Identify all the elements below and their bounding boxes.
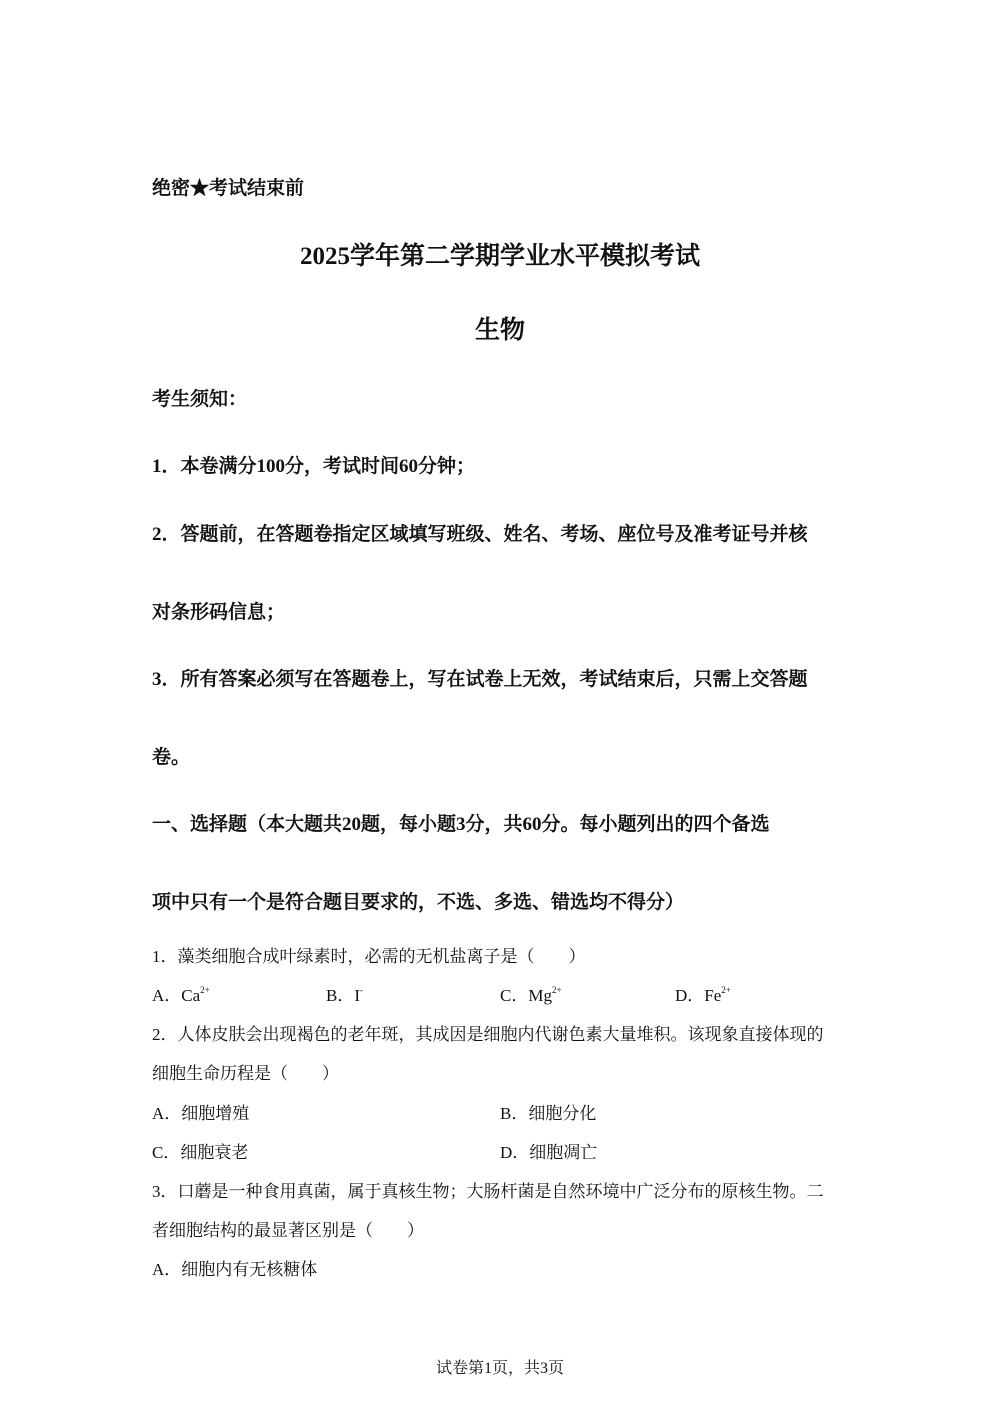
notice-item-3-line-2: 卷。 [152,747,191,768]
question-2-option-a: A．细胞增殖 [152,1104,250,1123]
option-c-label: C． [500,986,529,1005]
question-2-stem-line-2: 细胞生命历程是（ ） [152,1064,339,1083]
option-a-ion: Ca [181,986,201,1005]
section-heading-line-1: 一、选择题（本大题共20题，每小题3分，共60分。每小题列出的四个备选 [152,814,770,835]
question-1-option-a [152,981,210,1006]
option-c-ion: Mg [528,986,552,1005]
question-1-option-d [675,981,731,1006]
question-3-stem-line-1: 3．口蘑是一种食用真菌，属于真核生物；大肠杆菌是自然环境中广泛分布的原核生物。二 [152,1182,824,1201]
option-b-charge: - [360,985,364,995]
option-a-label: A． [152,986,182,1005]
option-b-ion: I [354,986,361,1005]
question-1-option-c [500,981,562,1006]
question-3-option-a: A．细胞内有无核糖体 [152,1260,318,1279]
section-heading-line-2: 项中只有一个是符合题目要求的，不选、多选、错选均不得分） [152,892,685,913]
notice-heading: 考生须知： [152,389,248,410]
notice-item-3-line-1: 3．所有答案必须写在答题卷上，写在试卷上无效，考试结束后，只需上交答题 [152,669,808,690]
page-footer: 试卷第1页，共3页 [435,1360,564,1377]
question-2-stem-line-1: 2．人体皮肤会出现褐色的老年斑，其成因是细胞内代谢色素大量堆积。该现象直接体现的 [152,1025,824,1044]
exam-title: 2025学年第二学期学业水平模拟考试 [299,243,700,270]
option-b-label: B． [326,986,355,1005]
secret-mark: 绝密★考试结束前 [152,178,305,199]
option-c-charge: 2+ [551,985,562,995]
question-1-stem: 1．藻类细胞合成叶绿素时，必需的无机盐离子是（ ） [152,947,586,966]
question-2-option-d: D．细胞凋亡 [500,1143,598,1162]
option-d-label: D． [675,986,705,1005]
subject-title: 生物 [474,317,525,344]
question-3-stem-line-2: 者细胞结构的最显著区别是（ ） [152,1221,424,1240]
question-1-option-b [326,981,363,1006]
option-d-ion: Fe [704,986,722,1005]
option-a-charge: 2+ [200,985,210,995]
notice-item-2-line-2: 对条形码信息； [152,602,286,623]
notice-item-1: 1．本卷满分100分，考试时间60分钟； [152,456,476,477]
question-2-option-c: C．细胞衰老 [152,1143,249,1162]
question-2-option-b: B．细胞分化 [500,1104,597,1123]
notice-item-2-line-1: 2．答题前，在答题卷指定区域填写班级、姓名、考场、座位号及准考证号并核 [152,524,808,545]
option-d-charge: 2+ [721,985,731,995]
